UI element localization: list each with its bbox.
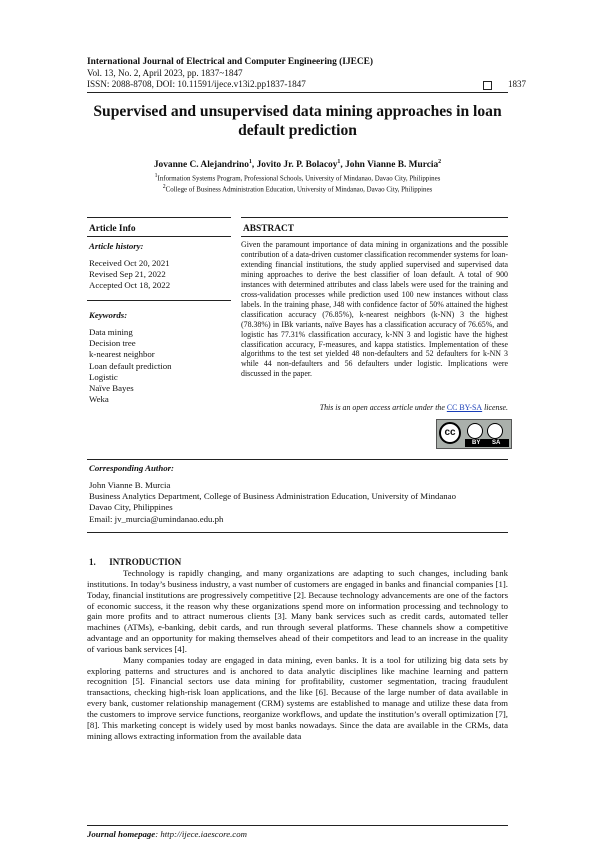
affiliation-sup: 1 — [154, 173, 158, 179]
paper-title-line-1: Supervised and unsupervised data mining approaches in loan — [93, 103, 502, 120]
sa-share-icon — [487, 423, 503, 439]
abstract-rule — [241, 236, 508, 237]
author-sup: 1 — [337, 159, 341, 165]
corresponding-name: John Vianne B. Murcia — [89, 480, 171, 490]
introduction-body — [87, 568, 508, 742]
corresponding-dept: Business Analytics Department, College of Business Administration Education, University of Mindanao — [89, 491, 456, 502]
abstract-top-rule — [241, 217, 508, 218]
introduction-paragraph: Many companies today are engaged in data mining, even banks. It is a tool for utilizing big data sets by exploring patterns and structures and is anchored to data analytic disciplines like machine learning and pattern recognition [5]. Financial sectors use data mining for profitability, customer segmentation, tracing fraudulent transactions, checking high-risk loan applications, and the like [6]. Because of the large number of data available in every bank, customer relationship management (CRM) systems are established to manage and utilize these data from the customers to improve service functions, reorganize workflows, and update the institution’s overall optimization [7], [8]. This marketing concept is widely used by most banks nowadays. Since the data are available in the CRMs, data mining allows extracting information from the available data — [87, 654, 508, 741]
journal-issn: ISSN: 2088-8708, DOI: 10.11591/ijece.v13i2.pp1837-1847 — [87, 78, 306, 89]
corresponding-city: Davao City, Philippines — [89, 502, 173, 513]
homepage-label: Journal homepage — [87, 829, 156, 839]
cc-icon: cc — [439, 422, 461, 444]
history-rule — [87, 300, 231, 301]
history-heading: Article history: — [89, 241, 144, 251]
page-box-icon — [483, 81, 492, 90]
history-list — [89, 258, 170, 292]
author-sep: , — [340, 160, 346, 171]
affiliations — [87, 172, 508, 195]
paper-title — [87, 103, 508, 140]
cc-by-sa-badge[interactable] — [436, 419, 512, 449]
affiliation-text: College of Business Administration Education, University of Mindanao, Davao City, Philippines — [165, 186, 433, 194]
corresponding-email[interactable]: Email: jv_murcia@umindanao.edu.ph — [89, 513, 224, 524]
paper-title-line-2: default prediction — [238, 121, 357, 139]
keyword-item: k-nearest neighbor — [89, 349, 155, 360]
author-name: John Vianne B. Murcia — [345, 160, 439, 171]
abstract-heading: ABSTRACT — [243, 224, 295, 234]
abstract-text: Given the paramount importance of data mining in organizations and the possible contribution of a data-driven customer classification recommender systems for loan-extending financial institutions, the study applied supervised and supervised data mining approaches to derive the best classifier of loan default. A total of 900 instances with determined attributes and class labels were used for the training and cross-validation processes while prediction used 100 new instances without class labels. In the training phase, J48 with confidence factor of 50% attained the highest classification accuracy (76.85%), k-nearest neighbors (k-NN) 3 the highest (78.38%) in IBk variants, naïve Bayes has a classification accuracy of 76.65%, and logistic has 77.31% classification accuracy, k-NN 3 and logistic have the highest classification accuracy, F-measures, and kappa statistics. Implementation of these algorithms to the test set yielded 48 non-defaulters and 52 defaulters for k-NN 3 while 44 non-defaulters and 56 defaulters under logistic. Implications were discussed in the paper. — [241, 240, 508, 379]
keywords-list — [89, 327, 172, 405]
history-item: Revised Sep 21, 2022 — [89, 269, 166, 280]
sa-label: SA — [492, 440, 501, 446]
keyword-item: Data mining — [89, 327, 133, 337]
license-label-bar — [465, 439, 509, 447]
author-list — [87, 159, 508, 170]
history-item: Received Oct 20, 2021 — [89, 258, 170, 268]
journal-title: International Journal of Electrical and Computer Engineering (IJECE) — [87, 57, 374, 67]
open-access-note — [241, 403, 508, 412]
keyword-item: Decision tree — [89, 338, 136, 349]
affiliation-sup: 2 — [162, 184, 166, 191]
corresponding-bottom-rule — [87, 532, 508, 533]
introduction-paragraph: Technology is rapidly changing, and many organizations are adapting to such changes, including bank institutions. In today’s business industry, a vast number of customers are engaged in banks and financial companies [1]. Today, financial institutions are progressively competitive [2]. Because technology advancements are one of the factors of economic success, it the reason why these organizations spend more on information processing and technology to gain more profits and to attract numerous clients [3]. Many bank services such as credit cards, automated teller machines (ATMs), e-banking, debit cards, and run through several platforms. These channels show a competitive advantage and an opportunity for making themselves ahead of their competitors and lead to an increase in the quality of various bank services [4]. — [87, 568, 508, 654]
author-sep: , — [251, 160, 257, 171]
journal-homepage — [87, 829, 247, 839]
keyword-item: Logistic — [89, 371, 118, 382]
footer-rule — [87, 825, 508, 826]
author-sup: 1 — [248, 159, 252, 165]
author-name: Jovito Jr. P. Bolacoy — [256, 160, 338, 171]
corresponding-block — [89, 480, 508, 525]
keyword-item: Naïve Bayes — [89, 383, 134, 394]
affiliation-item — [87, 172, 508, 183]
article-info-heading: Article Info — [89, 224, 136, 234]
page-number: 1837 — [508, 79, 526, 89]
header-divider — [87, 92, 508, 93]
affiliation-item — [87, 183, 508, 194]
introduction-heading: 1. INTRODUCTION — [89, 557, 182, 567]
license-link[interactable]: CC BY-SA — [446, 403, 483, 412]
journal-volume: Vol. 13, No. 2, April 2023, pp. 1837~1847 — [87, 67, 243, 78]
open-access-prefix: This is an open access article under the — [319, 403, 447, 412]
by-label: BY — [472, 440, 481, 446]
history-item: Accepted Oct 18, 2022 — [89, 280, 171, 291]
corresponding-heading: Corresponding Author: — [89, 463, 174, 473]
homepage-url[interactable]: : http://ijece.iaescore.com — [155, 829, 247, 839]
author-sup: 2 — [438, 159, 442, 165]
keywords-heading: Keywords: — [89, 310, 128, 320]
article-info-top-rule — [87, 217, 231, 218]
keyword-item: Loan default prediction — [89, 360, 172, 371]
article-info-rule — [87, 236, 231, 237]
author-name: Jovanne C. Alejandrino — [153, 160, 249, 171]
corresponding-top-rule — [87, 459, 508, 460]
open-access-suffix: license. — [482, 403, 508, 412]
keyword-item: Weka — [89, 394, 109, 405]
journal-header — [87, 57, 373, 89]
affiliation-text: Information Systems Program, Professional Schools, University of Mindanao, Davao City, Philippines — [157, 175, 441, 183]
by-person-icon — [467, 423, 483, 439]
